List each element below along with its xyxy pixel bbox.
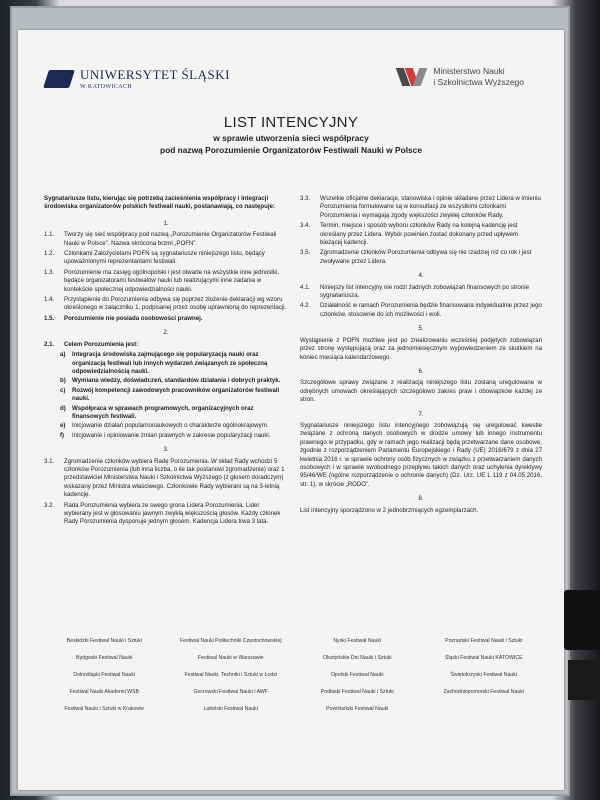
clause: 1.4. Przystąpienie do Porozumienia odbywa się poprzez złożenie deklaracji wg wzoru określonego w załączniku 1, podpisanej przez osobę uprawnioną do reprezentacji. <box>44 296 287 312</box>
clause: 1.5. Porozumienie nie posiada osobowości prawnej. <box>44 314 203 322</box>
goal-item: d) Współpraca w sprawach programowych, organizacyjnych oraz finansowych festiwali. <box>60 404 254 420</box>
ministry-emblem-icon <box>399 68 425 86</box>
left-column <box>44 195 288 529</box>
title-line2: w sprawie utworzenia sieci współpracy <box>213 133 369 143</box>
goal-item: a) Integracja środowiska zajmującego się popularyzacją nauki oraz organizacją festiwali lub innych wydarzeń związanych ze społeczną odpowiedzialnością nauki. <box>60 351 268 375</box>
festival-name: Podlaski Festiwal Nauki i Sztuki <box>320 689 394 695</box>
title-line3: pod nazwą Porozumienie Organizatorów Festiwali Nauki w Polsce <box>159 145 422 155</box>
festival-name: Festiwal Nauki Politechniki Częstochowskiej <box>180 638 282 644</box>
ministry-name-line1: Ministerstwo Nauki <box>433 66 505 76</box>
letter-of-intent-poster <box>18 30 564 790</box>
title-main: LIST INTENCYJNY <box>223 114 359 131</box>
festival-name: Bydgoski Festiwal Nauki <box>76 655 133 661</box>
university-name: UNIWERSYTET ŚLĄSKI <box>80 67 230 82</box>
clause: 3.2. Rada Porozumienia wybiera ze swego grona Lidera Porozumienia. Lider wybierany jest w głosowaniu jawnym zwykłą większością głosów. Każdy członek Rady Porozumienia dysponuje jednym głosem. Kadencja Lidera trwa 3 lata. <box>44 501 281 526</box>
document-title <box>18 114 564 155</box>
clause: 1.3. Porozumienie ma zasięg ogólnopolski i jest otwarte na wszystkie inne jednostki, będące organizatorami festiwalów nauki lub realizującymi inne zadania w kontekście społecznej odpowiedzialności nauki. <box>44 268 280 293</box>
festival-name: Poznański Festiwal Nauki i Sztuki <box>445 638 523 644</box>
equipment-edge-lower <box>568 660 600 700</box>
clause: 3.5. Zgromadzenie członków Porozumienia odbywa się nie rzadziej niż co rok i jest zwoływane przez Lidera. <box>300 249 532 265</box>
goal-item: c) Rozwój kompetencji zawodowych pracowników organizatorów festiwali nauki. <box>60 386 280 403</box>
section-number: 8. <box>418 495 424 503</box>
festival-name: Dolnośląski Festiwal Nauki <box>73 672 136 678</box>
section-number: 1. <box>163 219 169 227</box>
paragraph: Szczegółowe sprawy związane z realizacją niniejszego listu zostaną uregulowane w odrębnych umowach określających szczegółowo zakres praw i obowiązków każdej ze stron. <box>300 379 542 404</box>
paragraph: Wystąpienie z POFN możliwe jest po zrealizowaniu wcześniej podjętych zobowiązań przez stronę występującą oraz za jednomiesięcznym wypowiedzeniem ze skutkiem na koniec miesiąca kalendarzowego. <box>300 336 542 361</box>
section-number: 6. <box>418 367 424 375</box>
clause: 1.2. Członkami Założycielami POFN są sygnatariusze niniejszego listu, będący upoważnionymi reprezentantami festiwali. <box>44 250 265 266</box>
festival-name: Festiwal Nauki Akademii WSB <box>69 689 139 695</box>
ministry-name-line2: i Szkolnictwa Wyższego <box>433 76 524 87</box>
section-number: 3. <box>163 446 169 454</box>
festival-name: Świętokrzyski Festiwal Nauki <box>450 672 518 678</box>
festival-name: Nyski Festiwal Nauki <box>333 638 382 644</box>
paragraph: List intencyjny sporządzono w 2 jednobrzmiących egzemplarzach. <box>300 506 479 514</box>
festival-name: Beskidzki Festiwal Nauki i Sztuki <box>66 638 142 644</box>
festival-name: Zachodniopomorski Festiwal Nauki <box>443 689 524 695</box>
festival-name: Lubelski Festiwal Nauki <box>203 706 258 712</box>
clause: 3.4. Termin, miejsce i sposób wyboru członków Rady na kolejną kadencję jest określany przez Lidera. Wybór powinien zostać dokonany przed upływem bieżącej kadencji. <box>300 222 519 247</box>
clause: 3.1. Zgromadzenie członków wybiera Radę Porozumienia. W skład Rady wchodzi 5 członków Porozumienia (lub inna liczba, o ile tak postanowi zgromadzenie) oraz 1 przedstawiciel Ministerstwa Nauki i Szkolnictwa Wyższego (z głosem doradczym) wskazany przez Ministra właściwego. Członkowie Rady wybierani są na 3-letnią kadencję. <box>44 457 285 499</box>
festival-name: Śląski Festiwal Nauki KATOWICE <box>444 655 523 661</box>
university-emblem-icon <box>43 70 75 88</box>
festival-name: Festiwal Nauki i Sztuki w Krakowie <box>64 706 145 712</box>
goal-item: f) Inicjowanie i opiniowanie zmian prawnych w zakresie popularyzacji nauki. <box>60 431 271 439</box>
festival-name: Opolski Festiwal Nauki <box>331 672 384 678</box>
goal-item: e) Inicjowanie działań popularnonaukowych o charakterze ogólnokrajowym. <box>60 422 269 430</box>
festival-name: Powiślański Festiwal Nauki <box>326 706 389 712</box>
university-logo <box>46 68 230 90</box>
clause: 2.1. Celem Porozumienia jest: <box>44 340 139 348</box>
festival-name: Festiwal Nauki, Techniki i Sztuki w Łodzi <box>184 672 277 678</box>
equipment-edge <box>564 590 600 650</box>
signatory-festivals <box>44 638 544 712</box>
university-city: W KATOWICACH <box>80 84 133 90</box>
intro-paragraph: Sygnatariusze listu, kierując się potrzebą zacieśnienia współpracy i integracji środowiska organizatorów polskich festiwali nauki, postanawiają, co następuje: <box>44 195 275 211</box>
ministry-logo <box>399 66 524 87</box>
right-column <box>300 195 542 519</box>
paragraph: Sygnatariusze niniejszego listu intencyjnego zobowiązują się uregulować kwestie związane z ochroną danych osobowych w drodze umowy lub innego instrumentu prawnego w przypadku, gdy w ramach jego realizacji będą przetwarzane dane osobowe, zgodnie z rozporządzeniem Parlamentu Europejskiego i Rady (UE) 2016/679 z dnia 27 kwietnia 2016 r. w sprawie ochrony osób fizycznych w związku z przetwarzaniem danych osobowych i w sprawie swobodnego przepływu takich danych oraz uchylenia dyrektywy 95/46/WE (ogólne rozporządzenie o ochronie danych) (Dz. Urz. UE L 119 z 04.05.2016, str. 1), w skrócie „RODO”. <box>300 421 542 488</box>
section-number: 7. <box>418 410 424 418</box>
section-number: 5. <box>418 325 424 333</box>
clause: 4.2. Działalność w ramach Porozumienia będzie finansowana indywidualnie przez jego członków, stosownie do ich możliwości i woli. <box>300 302 542 318</box>
festival-name: Gorzowski Festiwal Nauki i AWF <box>193 689 268 695</box>
clause: 4.1. Niniejszy list intencyjny nie rodzi żadnych zobowiązań finansowych po stronie sygnatariusza. <box>300 283 529 300</box>
festival-name: Olsztyńskie Dni Nauki i Sztuki <box>322 655 392 661</box>
section-number: 4. <box>418 272 424 280</box>
clause: 1.1. Tworzy się sieć współpracy pod nazwą „Porozumienie Organizatorów Festiwali Nauki w Polsce”. Nazwa skrócona brzmi „POFN”. <box>44 231 277 247</box>
section-number: 2. <box>163 329 169 337</box>
goal-item: b) Wymiana wiedzy, doświadczeń, standardów działania i dobrych praktyk. <box>60 377 281 385</box>
festival-name: Festiwal Nauki w Warszawie <box>197 655 264 661</box>
clause: 3.3. Wszelkie oficjalne deklaracje, stanowiska i opinie składane przez Lidera w imieniu Porozumienia formułowane są w konsultacji ze wszystkimi członkami Porozumienia i wymagają zgody większości zwykłej członków Rady. <box>300 195 541 219</box>
